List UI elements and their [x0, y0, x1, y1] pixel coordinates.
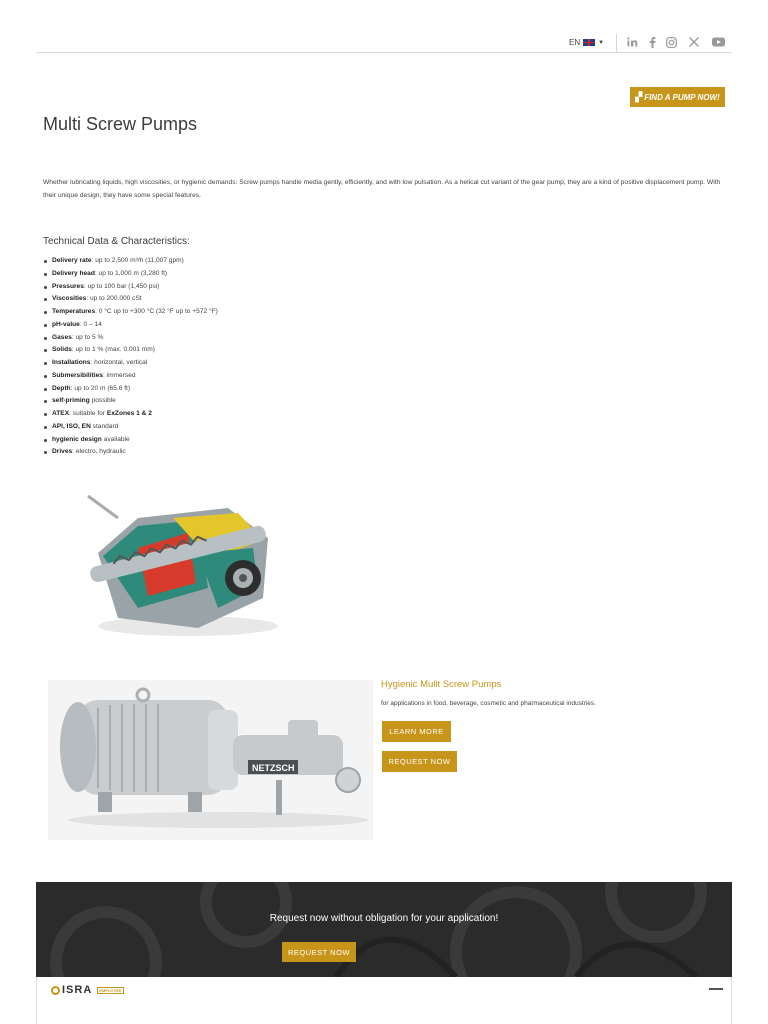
hygienic-title[interactable]: Hygienic Mulit Screw Pumps	[381, 679, 502, 690]
spec-value: : up to 5 %	[71, 333, 104, 341]
spec-label: Temperatures	[52, 308, 96, 315]
spec-value: : up to 100 bar (1,450 psi)	[83, 282, 160, 290]
spec-value: standard	[90, 422, 119, 430]
pump-icon: ▞	[635, 91, 643, 102]
isra-logo[interactable]	[51, 984, 124, 996]
menu-icon[interactable]	[709, 988, 723, 990]
spec-item	[52, 281, 218, 294]
netzsch-plate: NETZSCH	[252, 763, 295, 773]
spec-item	[52, 255, 218, 268]
spec-label: Depth	[52, 384, 71, 392]
spec-label: Viscosities	[52, 295, 87, 303]
pump-cutaway-image	[78, 478, 288, 640]
spec-item	[52, 319, 218, 332]
spec-label: Solids	[52, 346, 72, 354]
spec-value: : immersed	[102, 371, 136, 379]
logo-text: ISRA	[62, 984, 93, 996]
spec-value: : horizontal, vertical	[90, 359, 148, 366]
spec-label: Gases	[52, 333, 72, 341]
banner-request-button[interactable]: REQUEST NOW	[282, 942, 356, 962]
spec-label: pH-value	[52, 320, 80, 328]
instagram-icon[interactable]	[666, 37, 677, 48]
spec-item	[52, 434, 218, 447]
spec-label: ATEX	[52, 410, 70, 417]
spec-value: : suitable for	[69, 410, 107, 417]
language-label: EN	[569, 38, 581, 47]
logo-mark-icon	[51, 986, 60, 995]
language-selector[interactable]	[569, 38, 604, 47]
spec-item	[52, 357, 218, 370]
facebook-icon[interactable]	[649, 37, 656, 48]
spec-item	[52, 408, 218, 421]
top-bar	[36, 28, 732, 53]
banner-background	[36, 882, 732, 977]
spec-label: Submersibilities	[52, 371, 103, 379]
spec-item	[52, 370, 218, 383]
spec-item	[52, 383, 218, 396]
spec-item	[52, 293, 218, 306]
request-banner	[36, 882, 732, 977]
spec-value: : 0 – 14	[79, 320, 102, 328]
spec-item	[52, 332, 218, 345]
find-pump-button[interactable]	[630, 87, 725, 107]
learn-more-button[interactable]: LEARN MORE	[382, 721, 451, 742]
footer-bar	[36, 977, 732, 1024]
spec-label: Delivery head	[52, 269, 95, 277]
spec-label: Installations	[52, 359, 91, 366]
spec-label: ExZones 1 & 2	[106, 410, 152, 417]
spec-label: self-priming	[52, 397, 90, 405]
spec-item	[52, 421, 218, 434]
tech-heading: Technical Data & Characteristics:	[43, 236, 190, 247]
spec-label: Pressures	[52, 282, 84, 290]
spec-value: : 0 °C up to +300 °C (32 °F up to +572 °F)	[95, 308, 218, 315]
spec-value: : electro, hydraulic	[72, 448, 126, 456]
linkedin-icon[interactable]	[627, 37, 638, 47]
intro-text: Whether lubricating liquids, high viscosities, or hygienic demands: Screw pumps handle media gently, efficiently, and with low pulsation. As a helical cut variant of the gear pump, they are a kind of positive displacement pump. With their unique design, they have some special features.	[43, 179, 721, 199]
page-title: Multi Screw Pumps	[43, 114, 198, 134]
spec-item	[52, 306, 218, 319]
spec-value: : up to 20 m (65.6 ft)	[70, 384, 131, 392]
spec-value: : up to 2,500 m³/h (11,007 gpm)	[91, 257, 184, 264]
logo-sub-text: EMPLOYEE	[99, 987, 122, 993]
divider	[616, 34, 617, 52]
spec-value: : up to 1,000 m (3,280 ft)	[94, 269, 168, 277]
x-icon[interactable]	[689, 37, 699, 47]
spec-value: : up to 200.000 cSt	[86, 295, 142, 303]
youtube-icon[interactable]	[712, 37, 725, 47]
spec-item	[52, 344, 218, 357]
request-now-button[interactable]: REQUEST NOW	[382, 751, 457, 772]
spec-value: possible	[89, 397, 116, 405]
find-pump-label: FIND A PUMP NOW!	[644, 92, 720, 102]
spec-list	[52, 255, 218, 459]
chevron-down-icon: ▼	[598, 39, 605, 46]
uk-flag-icon	[583, 39, 595, 46]
banner-text: Request now without obligation for your application!	[269, 913, 499, 924]
spec-item	[52, 395, 218, 408]
spec-value: available	[101, 435, 130, 443]
spec-item	[52, 268, 218, 281]
hygienic-description: for applications in food, beverage, cosmetic and pharmaceutical industries.	[381, 700, 596, 707]
spec-label: API, ISO, EN	[52, 422, 91, 430]
spec-item	[52, 446, 218, 459]
spec-label: Delivery rate	[52, 257, 92, 264]
hygienic-pump-image	[48, 680, 373, 840]
spec-label: hygienic design	[52, 435, 102, 443]
spec-label: Drives	[52, 448, 73, 456]
spec-value: : up to 1 % (max. 0.001 mm)	[71, 346, 155, 354]
